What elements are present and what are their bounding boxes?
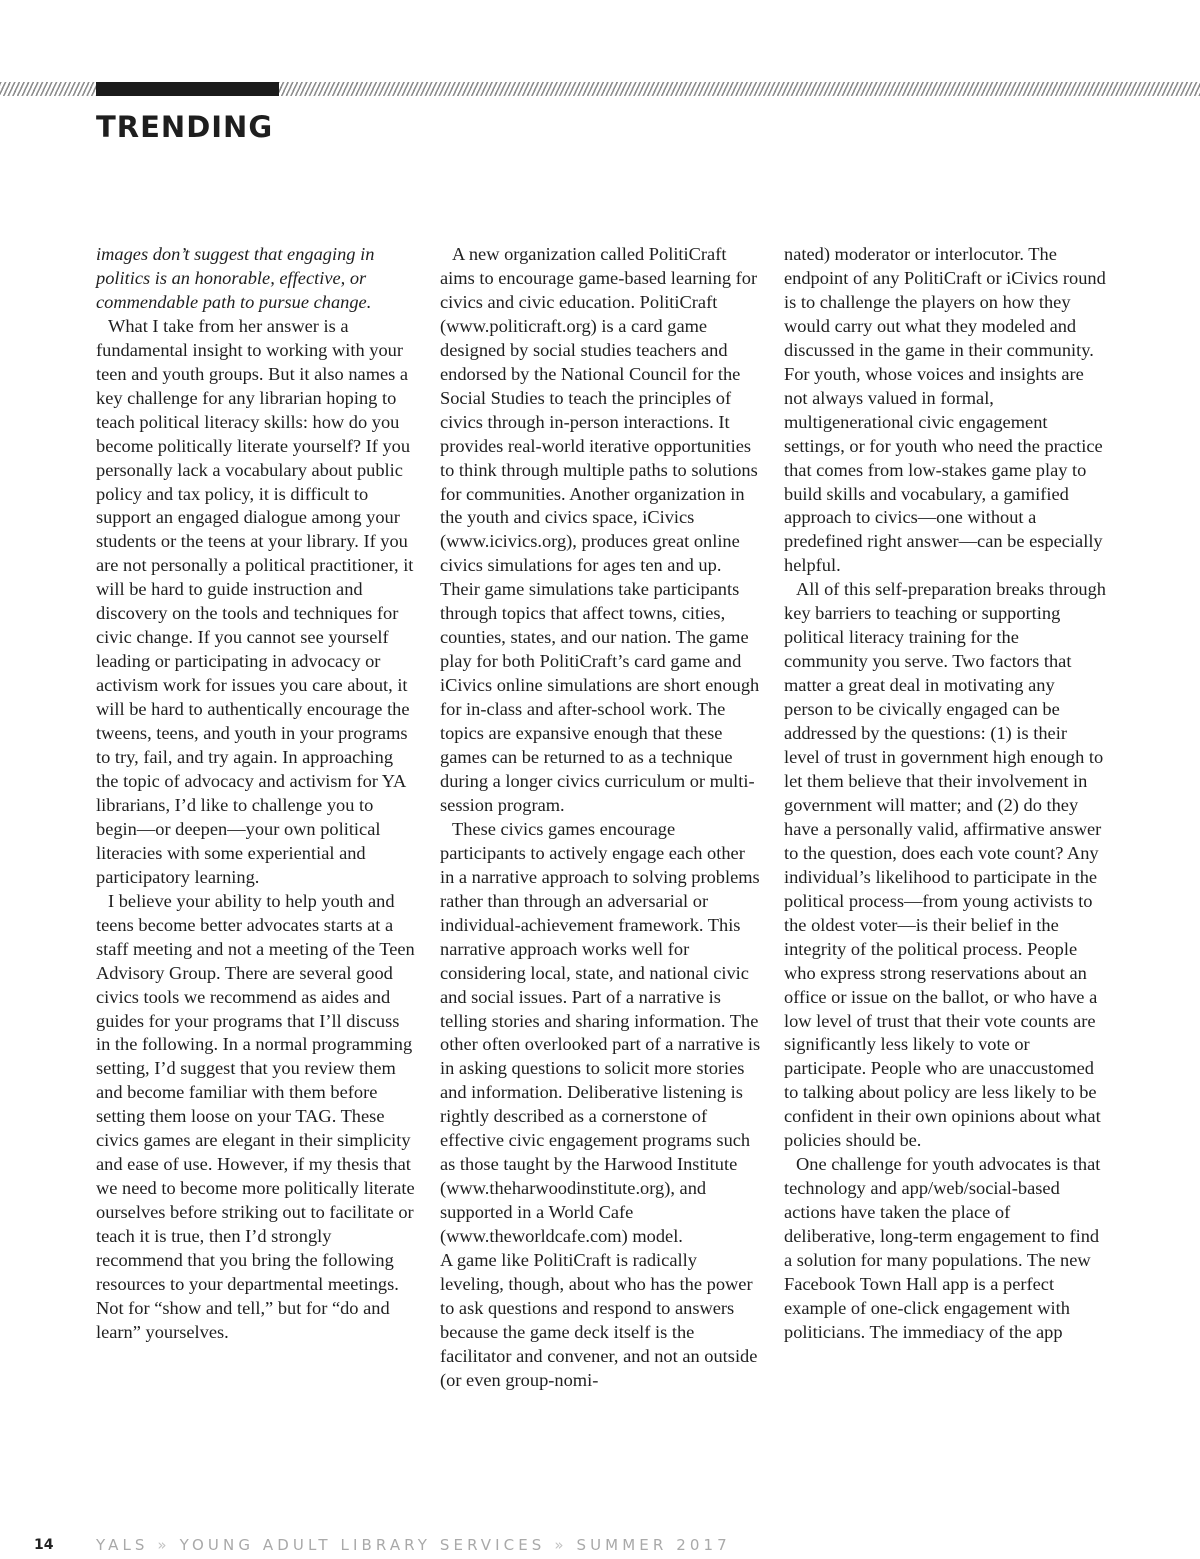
article-paragraph: A new organization called PolitiCraft aims to encourage game-based learning for civics and civic education. PolitiCraft (www.politicraft.org) is a card game designed by social studies teachers and endorsed by the National Council for the Social Studies to teach the principles of civics through in-person interactions. It provides real-world iterative opportunities to think through multiple paths to solutions for communities. Another organization in the youth and civics space, iCivics (www.icivics.org), produces great online civics simulations for ages ten and up. Their game simulations take participants through topics that affect towns, cities, counties, states, and our nation. The game play for both PolitiCraft’s card game and iCivics online simulations are short enough for in-class and after-school work. The topics are expansive enough that these games can be returned to as a technique during a longer civics curriculum or multi-session program. [440,244,760,815]
article-column-3 [784,243,1106,1345]
article-paragraph: What I take from her answer is a fundamental insight to working with your teen and youth groups. But it also names a key challenge for any librarian hoping to teach political literacy skills: how do you become politically literate yourself? If you personally lack a vocabulary about public policy and tax policy, it is difficult to support an engaged dialogue among your students or the teens at your library. If you are not personally a political practitioner, it will be hard to guide instruction and discovery on the tools and techniques for civic change. If you cannot see yourself leading or participating in advocacy or activism work for issues you care about, it will be hard to authentically encourage the tweens, teens, and youth in your programs to try, fail, and try again. In approaching the topic of advocacy and activism for YA librarians, I’d like to challenge you to begin—or deepen—your own political literacies with some experiential and participatory learning. [96,315,414,887]
article-paragraph: I believe your ability to help youth and teens become better advocates starts at a staff meeting and not a meeting of the Teen Advisory Group. There are several good civics tools we recommend as aides and guides for your programs that I’ll discuss in the following. In a normal programming setting, I’d suggest that you review them and become familiar with them before setting them loose on your TAG. These civics games are elegant in their simplicity and ease of use. However, if my thesis that we need to become more politically literate ourselves before striking out to facilitate or teach it is true, then I’d strongly recommend that you bring the following resources to your departmental meetings. Not for “show and tell,” but for “do and learn” yourselves. [96,890,415,1342]
article-paragraph: nated) moderator or interlocutor. The endpoint of any PolitiCraft or iCivics round is to challenge the players on how they would carry out what they modeled and discussed in the game in their community. For youth, whose voices and insights are not always valued in formal, multigenerational civic engagement settings, or for youth who need the practice that comes from low-stakes game play to build skills and vocabulary, a gamified approach to civics—one without a predefined right answer—can be especially helpful. [784,244,1106,576]
article-paragraph: A game like PolitiCraft is radically leveling, though, about who has the power to ask questions and respond to answers because the game deck itself is the facilitator and convener, and not an outside (or even group-nomi- [440,1250,758,1390]
header-accent-bar [96,82,279,96]
footer-separator: » [157,1536,171,1554]
article-paragraph: These civics games encourage participants to actively engage each other in a narrative approach to solving problems rather than through an adversarial or individual-achievement framework. This narrative approach works well for considering local, state, and national civic and social issues. Part of a narrative is telling stories and sharing information. The other often overlooked part of a narrative is in asking questions to solicit more stories and information. Deliberative listening is rightly described as a cornerstone of effective civic engagement programs such as those taught by the Harwood Institute (www.theharwoodinstitute.org), and supported in a World Cafe (www.theworldcafe.com) model. [440,818,761,1247]
article-paragraph: images don’t suggest that engaging in politics is an honorable, effective, or commendable path to pursue change. [96,244,375,312]
article-column-1 [96,243,418,1345]
article-paragraph: All of this self-preparation breaks through key barriers to teaching or supporting political literacy training for the community you serve. Two factors that matter a great deal in motivating any person to be civically engaged can be addressed by the questions: (1) is their level of trust in government high enough to let them believe that their involvement in government will matter; and (2) do they have a personally valid, affirmative answer to the question, does each vote count? Any individual’s likelihood to participate in the political process—from young activists to the oldest voter—is their belief in the integrity of the political process. People who express strong reservations about an office or issue on the ballot, or who have a low level of trust that their vote counts are significantly less likely to vote or participate. People who are unaccustomed to talking about policy are less likely to be confident in their own opinions about what policies should be. [784,579,1107,1151]
section-title: TRENDING [96,110,274,144]
footer-publication-full: YOUNG ADULT LIBRARY SERVICES [179,1536,546,1554]
article-column-2 [440,243,762,1393]
running-footer [96,1536,731,1554]
page-footer [34,1536,1174,1556]
footer-publication-short: YALS [96,1536,149,1554]
footer-separator: » [554,1536,568,1554]
page-number: 14 [34,1537,54,1553]
article-paragraph: One challenge for youth advocates is that technology and app/web/social-based actions have taken the place of deliberative, long-term engagement to find a solution for many populations. The new Facebook Town Hall app is a perfect example of one-click engagement with politicians. The immediacy of the app [784,1154,1101,1342]
footer-issue: SUMMER 2017 [576,1536,731,1554]
